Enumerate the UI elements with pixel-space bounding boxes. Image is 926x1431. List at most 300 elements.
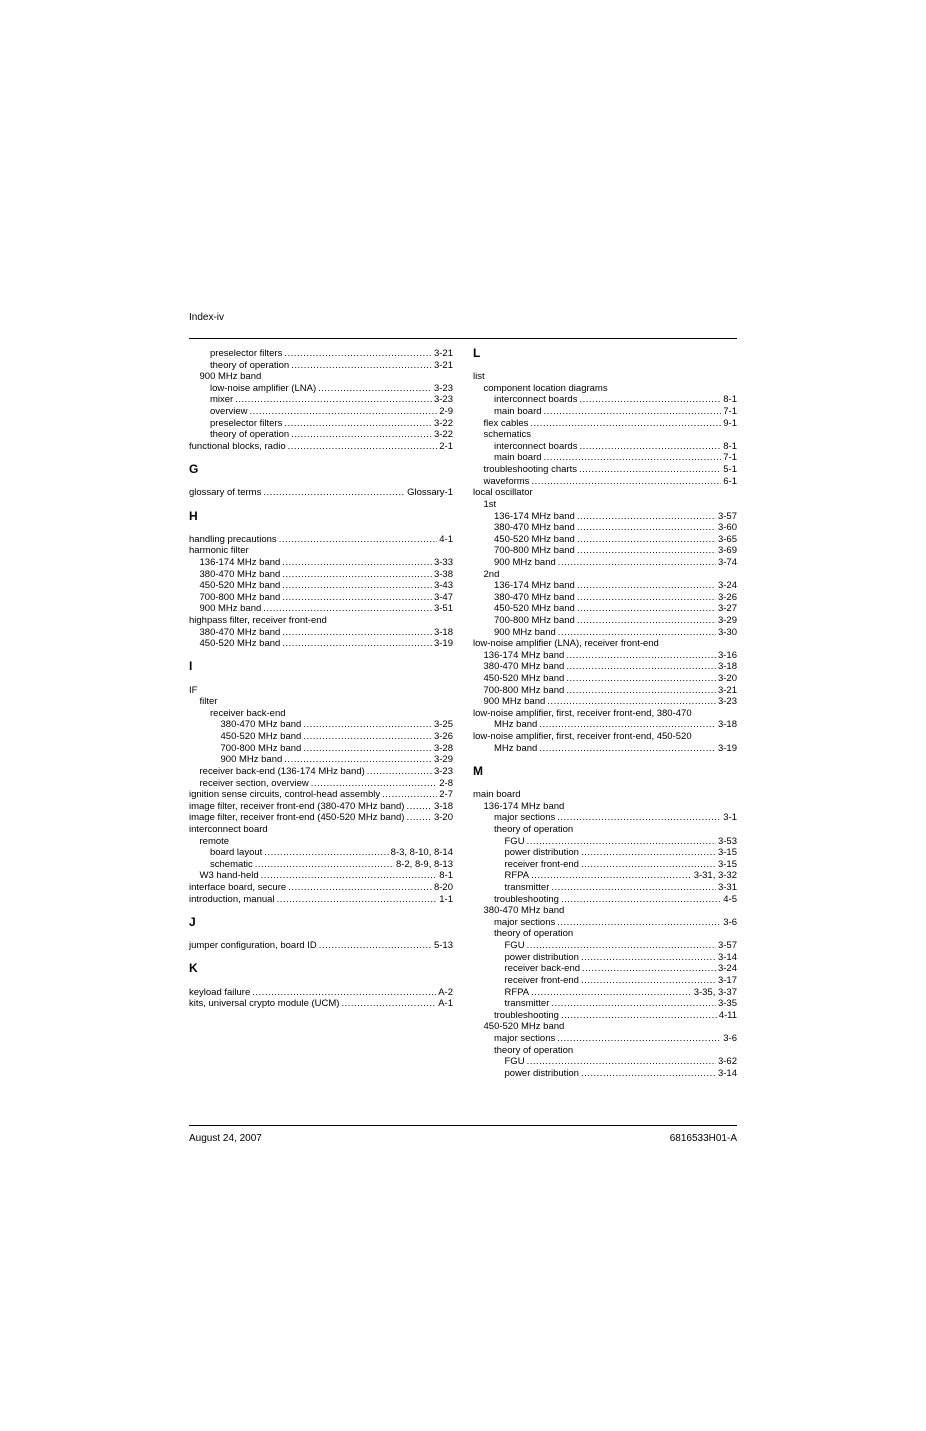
index-entry — [473, 394, 737, 406]
entry-term: main board — [494, 452, 542, 464]
index-entry — [189, 534, 453, 546]
index-entry — [473, 511, 737, 523]
dot-leader — [255, 859, 394, 871]
dot-leader — [284, 754, 432, 766]
dot-leader — [282, 569, 432, 581]
entry-page-ref: 3-74 — [717, 556, 737, 568]
entry-term: component location diagrams — [483, 382, 608, 394]
entry-term: 700-800 MHz band — [199, 591, 281, 603]
section-letter: K — [189, 961, 198, 976]
dot-leader — [581, 847, 716, 859]
index-entry — [473, 708, 737, 720]
entry-page-ref: 4-11 — [718, 1009, 737, 1021]
dot-leader — [250, 406, 438, 418]
index-entry — [473, 522, 737, 534]
entry-term: major sections — [494, 812, 556, 824]
entry-page-ref: 3-25 — [433, 719, 453, 731]
entry-term: 700-800 MHz band — [483, 684, 565, 696]
index-entry — [189, 545, 453, 557]
index-entry — [189, 847, 453, 859]
dot-leader — [288, 882, 432, 894]
entry-term: MHz band — [494, 742, 538, 754]
dot-leader — [382, 789, 437, 801]
dot-leader — [406, 812, 432, 824]
index-entry — [473, 894, 737, 906]
entry-page-ref: 3-18 — [717, 719, 737, 731]
index-entry — [473, 859, 737, 871]
entry-page-ref: 3-17 — [717, 974, 737, 986]
index-entry — [473, 801, 737, 813]
entry-page-ref: 2-8 — [439, 777, 453, 789]
dot-leader — [566, 673, 716, 685]
dot-leader — [581, 975, 716, 987]
entry-term: schematics — [483, 429, 532, 441]
dot-leader — [566, 661, 716, 673]
entry-term: interconnect boards — [494, 440, 578, 452]
spacer — [189, 452, 453, 464]
entry-term: 380-470 MHz band — [483, 661, 565, 673]
index-entry — [473, 638, 737, 650]
index-entry — [189, 766, 453, 778]
entry-term: 380-470 MHz band — [483, 905, 565, 917]
dot-leader — [318, 383, 432, 395]
entry-page-ref: 3-28 — [433, 742, 453, 754]
entry-term: low-noise amplifier, first, receiver front-end, 450-520 — [473, 731, 692, 743]
dot-leader — [547, 696, 716, 708]
entry-term: main board — [494, 406, 542, 418]
entry-page-ref: 3-16 — [717, 649, 737, 661]
entry-page-ref: 3-29 — [717, 615, 737, 626]
entry-term: 700-800 MHz band — [220, 742, 302, 754]
index-entry — [473, 569, 737, 581]
dot-leader — [561, 1010, 717, 1022]
index-entry — [189, 603, 453, 615]
index-entry — [473, 603, 737, 615]
dot-leader — [282, 580, 432, 592]
dot-leader — [235, 394, 432, 406]
entry-page-ref: 3-29 — [433, 754, 453, 766]
entry-term: harmonic filter — [189, 545, 249, 557]
index-entry — [473, 987, 737, 999]
index-entry — [473, 441, 737, 453]
index-entry — [189, 778, 453, 790]
entry-term: 380-470 MHz band — [494, 522, 575, 534]
entry-page-ref: 3-30 — [717, 626, 737, 638]
page-header-label: Index-iv — [189, 312, 225, 323]
spacer — [473, 778, 737, 790]
entry-term: main board — [473, 789, 521, 801]
dot-leader — [558, 557, 716, 569]
index-entry — [473, 452, 737, 464]
entry-term: ignition sense circuits, control-head assembly — [189, 789, 381, 801]
index-entry — [189, 894, 453, 906]
entry-page-ref: 3-24 — [717, 963, 737, 975]
entry-page-ref: 3-31 — [717, 882, 737, 894]
index-entry — [189, 569, 453, 581]
entry-page-ref: 3-57 — [717, 510, 737, 522]
index-column-right — [473, 348, 737, 1079]
index-entry — [189, 870, 453, 882]
entry-term: receiver back-end — [210, 707, 286, 719]
entry-term: receiver back-end — [504, 963, 581, 975]
dot-leader — [557, 1033, 721, 1045]
index-entry — [473, 650, 737, 662]
index-entry — [473, 406, 737, 418]
index-entry — [473, 789, 737, 801]
dot-leader — [558, 627, 716, 639]
index-entry — [473, 928, 737, 940]
index-entry — [189, 720, 453, 732]
index-entry — [189, 754, 453, 766]
entry-term: low-noise amplifier (LNA) — [210, 382, 317, 394]
spacer — [189, 522, 453, 534]
entry-term: image filter, receiver front-end (380-470 MHz band) — [189, 800, 405, 812]
dot-leader — [282, 638, 432, 650]
index-entry — [473, 1010, 737, 1022]
entry-page-ref: 3-18 — [433, 626, 453, 638]
index-entry — [473, 963, 737, 975]
index-entry — [189, 418, 453, 430]
index-entry — [189, 685, 453, 697]
index-entry — [473, 487, 737, 499]
entry-term: FGU — [504, 940, 525, 952]
index-entry — [189, 557, 453, 569]
dot-leader — [531, 870, 692, 882]
dot-leader — [577, 511, 716, 523]
spacer — [189, 975, 453, 987]
dot-leader — [581, 859, 716, 871]
dot-leader — [557, 812, 721, 824]
index-entry — [473, 1021, 737, 1033]
entry-term: 900 MHz band — [494, 556, 556, 568]
dot-leader — [531, 987, 692, 999]
index-entry — [473, 1033, 737, 1045]
dot-leader — [261, 870, 438, 882]
spacer — [189, 476, 453, 488]
entry-term: FGU — [504, 1056, 525, 1068]
dot-leader — [291, 429, 432, 441]
entry-page-ref: 3-6 — [723, 1032, 737, 1044]
index-entry — [473, 882, 737, 894]
index-entry — [473, 847, 737, 859]
index-entry — [189, 998, 453, 1010]
dot-leader — [291, 360, 432, 372]
footer-doc-number: 6816533H01-A — [669, 1133, 737, 1144]
entry-term: 900 MHz band — [483, 696, 546, 708]
entry-term: functional blocks, radio — [189, 440, 286, 452]
entry-page-ref: 3-65 — [717, 533, 737, 545]
dot-leader — [577, 522, 716, 534]
index-entry — [473, 499, 737, 511]
entry-page-ref: 3-21 — [717, 684, 737, 696]
section-letter: J — [189, 914, 196, 929]
index-entry — [473, 673, 737, 685]
index-entry — [189, 627, 453, 639]
entry-term: flex cables — [483, 417, 529, 429]
dot-leader — [544, 406, 722, 418]
index-entry — [189, 429, 453, 441]
dot-leader — [263, 487, 405, 499]
index-entry — [189, 383, 453, 395]
entry-page-ref: 3-20 — [717, 673, 737, 685]
entry-term: 450-520 MHz band — [220, 731, 302, 743]
index-entry — [189, 406, 453, 418]
entry-term: FGU — [504, 835, 525, 847]
index-entry — [473, 1045, 737, 1057]
index-entry — [189, 615, 453, 627]
spacer — [189, 673, 453, 685]
entry-page-ref: 1-1 — [439, 893, 453, 905]
entry-term: 450-520 MHz band — [199, 638, 281, 650]
index-entry — [473, 720, 737, 732]
entry-term: 900 MHz band — [199, 371, 262, 383]
entry-page-ref: 3-62 — [717, 1056, 737, 1068]
entry-term: remote — [199, 835, 230, 847]
entry-term: schematic — [210, 858, 253, 870]
index-entry — [473, 615, 737, 627]
dot-leader — [530, 418, 721, 430]
entry-page-ref: 4-1 — [439, 533, 453, 545]
section-letter: M — [473, 763, 483, 778]
entry-page-ref: 3-35 — [717, 998, 737, 1010]
entry-term: list — [473, 371, 485, 383]
entry-term: mixer — [210, 394, 234, 406]
entry-term: glossary of terms — [189, 487, 262, 499]
entry-page-ref: 9-1 — [723, 417, 737, 429]
index-entry — [473, 580, 737, 592]
entry-page-ref: 3-23 — [433, 765, 453, 777]
dot-leader — [579, 394, 721, 406]
entry-term: low-noise amplifier, first, receiver front-end, 380-470 — [473, 707, 692, 719]
dot-leader — [551, 998, 716, 1010]
entry-term: handling precautions — [189, 533, 277, 545]
index-entry — [473, 696, 737, 708]
dot-leader — [303, 719, 432, 731]
entry-page-ref: 6-1 — [723, 475, 737, 487]
entry-term: interface board, secure — [189, 882, 287, 894]
entry-page-ref: 3-22 — [433, 429, 453, 441]
index-entry — [189, 743, 453, 755]
entry-term: waveforms — [483, 475, 530, 487]
dot-leader — [303, 731, 432, 743]
entry-page-ref: 3-26 — [433, 731, 453, 743]
dot-leader — [581, 1068, 716, 1080]
spacer — [189, 499, 453, 511]
dot-leader — [263, 603, 432, 615]
entry-page-ref: 3-26 — [717, 591, 737, 603]
index-entry — [473, 975, 737, 987]
index-entry — [473, 592, 737, 604]
dot-leader — [577, 534, 716, 546]
entry-term: troubleshooting — [494, 1009, 559, 1021]
entry-page-ref: 3-47 — [433, 591, 453, 603]
entry-term: 136-174 MHz band — [494, 580, 575, 592]
entry-term: overview — [210, 406, 248, 418]
index-entry — [473, 545, 737, 557]
entry-term: power distribution — [504, 1067, 579, 1079]
entry-page-ref: 3-24 — [717, 580, 737, 592]
entry-term: power distribution — [504, 951, 579, 963]
entry-term: troubleshooting — [494, 893, 559, 905]
entry-term: jumper configuration, board ID — [189, 940, 317, 952]
entry-term: low-noise amplifier (LNA), receiver front-end — [473, 638, 659, 650]
entry-term: receiver back-end (136-174 MHz band) — [199, 765, 365, 777]
entry-term: 450-520 MHz band — [494, 603, 575, 615]
entry-page-ref: 5-13 — [433, 940, 453, 952]
entry-page-ref: 4-5 — [723, 893, 737, 905]
entry-term: interconnect boards — [494, 394, 578, 406]
entry-page-ref: 8-1 — [723, 440, 737, 452]
entry-page-ref: 3-21 — [433, 359, 453, 371]
index-entry — [189, 708, 453, 720]
index-entry — [473, 743, 737, 755]
dot-leader — [264, 847, 388, 859]
index-entry — [473, 534, 737, 546]
entry-page-ref: 3-23 — [433, 382, 453, 394]
entry-term: kits, universal crypto module (UCM) — [189, 998, 340, 1010]
index-entry — [473, 1056, 737, 1068]
entry-term: 1st — [483, 498, 497, 510]
index-entry — [189, 580, 453, 592]
entry-term: 450-520 MHz band — [494, 533, 575, 545]
entry-term: 136-174 MHz band — [199, 556, 281, 568]
entry-page-ref: 3-69 — [717, 545, 737, 557]
dot-leader — [561, 894, 721, 906]
index-entry — [473, 917, 737, 929]
entry-term: theory of operation — [210, 359, 290, 371]
index-entry — [189, 812, 453, 824]
entry-page-ref: 3-43 — [433, 580, 453, 592]
dot-leader — [531, 476, 721, 488]
entry-term: major sections — [494, 916, 556, 928]
entry-page-ref: 3-38 — [433, 568, 453, 580]
index-entry — [189, 487, 453, 499]
section-letter: L — [473, 346, 481, 360]
dot-leader — [279, 534, 438, 546]
entry-page-ref: 3-6 — [723, 916, 737, 928]
index-entry — [473, 464, 737, 476]
entry-page-ref: 3-19 — [433, 638, 453, 650]
index-entry — [473, 418, 737, 430]
entry-page-ref: 3-19 — [717, 742, 737, 754]
entry-term: image filter, receiver front-end (450-520 MHz band) — [189, 812, 405, 824]
index-column-left — [189, 348, 453, 1010]
entry-page-ref: 3-15 — [717, 858, 737, 870]
dot-leader — [539, 743, 716, 755]
entry-page-ref: 3-14 — [717, 1067, 737, 1079]
entry-term: theory of operation — [494, 1044, 574, 1056]
entry-term: IF — [189, 684, 198, 696]
entry-page-ref: 3-1 — [723, 812, 737, 824]
entry-term: 136-174 MHz band — [494, 510, 575, 522]
dot-leader — [282, 592, 432, 604]
index-entry — [473, 429, 737, 441]
index-entry — [473, 476, 737, 488]
index-entry — [189, 394, 453, 406]
entry-term: 900 MHz band — [494, 626, 556, 638]
index-entry — [473, 836, 737, 848]
index-entry — [189, 360, 453, 372]
dot-leader — [311, 778, 437, 790]
entry-term: 380-470 MHz band — [220, 719, 302, 731]
index-entry — [473, 557, 737, 569]
index-entry — [189, 859, 453, 871]
entry-term: preselector filters — [210, 347, 283, 359]
entry-term: major sections — [494, 1032, 556, 1044]
entry-page-ref: 5-1 — [723, 464, 737, 476]
entry-term: keyload failure — [189, 986, 251, 998]
entry-page-ref: 3-60 — [717, 522, 737, 534]
index-entry — [473, 824, 737, 836]
section-letter: G — [189, 462, 199, 477]
entry-page-ref: 2-7 — [439, 789, 453, 801]
entry-term: interconnect board — [189, 823, 268, 835]
entry-page-ref: 8-2, 8-9, 8-13 — [395, 858, 453, 870]
dot-leader — [579, 441, 721, 453]
dot-leader — [282, 627, 432, 639]
entry-page-ref: 3-20 — [433, 812, 453, 824]
dot-leader — [581, 952, 716, 964]
dot-leader — [406, 801, 432, 813]
entry-page-ref: A-2 — [438, 986, 453, 998]
spacer — [189, 650, 453, 662]
entry-page-ref: 3-18 — [717, 661, 737, 673]
dot-leader — [577, 592, 716, 604]
index-entry — [189, 371, 453, 383]
dot-leader — [288, 441, 438, 453]
dot-leader — [527, 836, 716, 848]
dot-leader — [579, 464, 721, 476]
entry-term: 136-174 MHz band — [483, 800, 565, 812]
dot-leader — [582, 963, 716, 975]
index-entry — [189, 824, 453, 836]
entry-page-ref: 3-27 — [717, 603, 737, 615]
dot-leader — [577, 545, 716, 557]
dot-leader — [577, 615, 716, 627]
entry-page-ref: 7-1 — [723, 452, 737, 464]
entry-term: theory of operation — [210, 429, 290, 441]
entry-term: local oscillator — [473, 487, 533, 499]
entry-page-ref: 3-35, 3-37 — [693, 986, 737, 998]
index-entry — [473, 685, 737, 697]
index-entry — [473, 383, 737, 395]
entry-term: RFPA — [504, 986, 530, 998]
dot-leader — [557, 917, 721, 929]
dot-leader — [566, 685, 716, 697]
index-entry — [473, 371, 737, 383]
index-entry — [189, 348, 453, 360]
entry-term: receiver front-end — [504, 858, 579, 870]
index-entry — [189, 836, 453, 848]
entry-term: 900 MHz band — [220, 754, 283, 766]
entry-term: filter — [199, 696, 218, 708]
dot-leader — [277, 894, 438, 906]
entry-page-ref: 3-51 — [433, 603, 453, 615]
entry-term: troubleshooting charts — [483, 464, 577, 476]
entry-term: RFPA — [504, 870, 530, 882]
dot-leader — [577, 603, 716, 615]
dot-leader — [527, 940, 716, 952]
entry-page-ref: 3-31, 3-32 — [693, 870, 737, 882]
entry-page-ref: 8-1 — [723, 394, 737, 406]
index-entry — [473, 661, 737, 673]
index-entry — [473, 998, 737, 1010]
entry-term: receiver front-end — [504, 974, 579, 986]
entry-page-ref: 3-21 — [433, 347, 453, 359]
spacer — [473, 360, 737, 372]
entry-page-ref: 3-53 — [717, 835, 737, 847]
entry-page-ref: 7-1 — [723, 406, 737, 418]
